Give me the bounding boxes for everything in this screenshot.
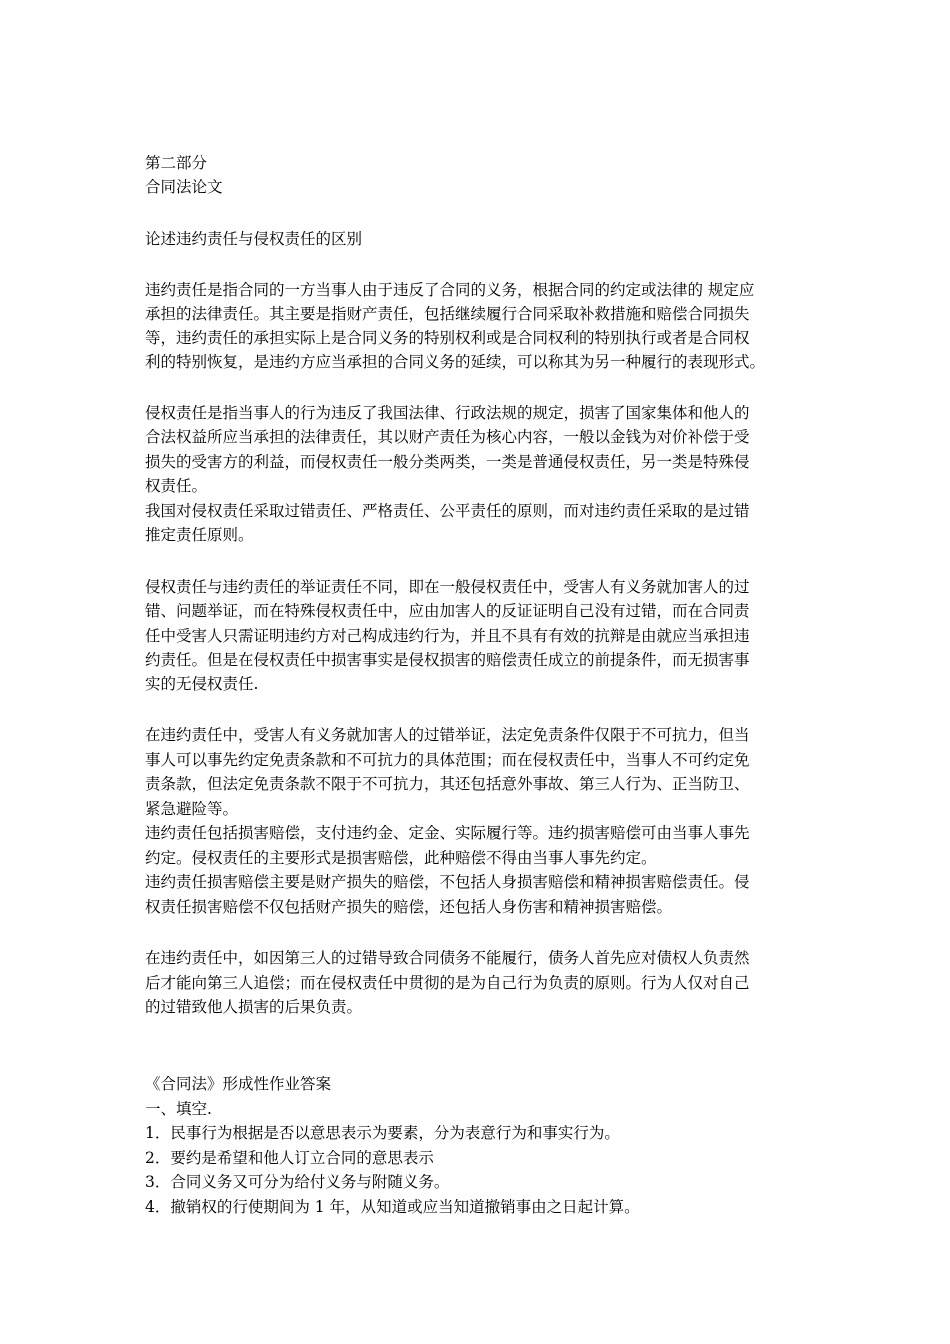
text-line: 错、问题举证，而在特殊侵权责任中，应由加害人的反证证明自己没有过错，而在合同责: [145, 602, 750, 620]
text-line: 约定。侵权责任的主要形式是损害赔偿，此种赔偿不得由当事人事先约定。: [145, 849, 657, 867]
text-line: 后才能向第三人追偿；而在侵权责任中贯彻的是为自己行为负责的原则。行为人仅对自己: [145, 974, 750, 992]
text-line: 事人可以事先约定免责条款和不可抗力的具体范围；而在侵权责任中，当事人不可约定免: [145, 751, 750, 769]
section-heading: 第二部分: [145, 154, 208, 172]
text-line: 在违约责任中，受害人有义务就加害人的过错举证，法定免责条件仅限于不可抗力，但当: [145, 726, 750, 744]
text-line: 紧急避险等。: [145, 800, 239, 818]
text-line: 任中受害人只需证明违约方对己构成违约行为，并且不具有有效的抗辩是由就应当承担违: [145, 627, 750, 645]
text-line: 权责任损害赔偿不仅包括财产损失的赔偿，还包括人身伤害和精神损害赔偿。: [145, 898, 673, 916]
list-item: 2．要约是希望和他人订立合同的意思表示: [145, 1149, 434, 1167]
text-line: 违约责任包括损害赔偿，支付违约金、定金、实际履行等。违约损害赔偿可由当事人事先: [145, 824, 750, 842]
list-item: 1．民事行为根据是否以意思表示为要素，分为表意行为和事实行为。: [145, 1124, 620, 1142]
text-line: 损失的受害方的利益，而侵权责任一般分类两类，一类是普通侵权责任，另一类是特殊侵: [145, 453, 750, 471]
text-line: 利的特别恢复，是违约方应当承担的合同义务的延续，可以称其为另一种履行的表现形式。: [145, 353, 766, 371]
text-line: 在违约责任中，如因第三人的过错导致合同债务不能履行，债务人首先应对债权人负责然: [145, 949, 750, 967]
text-line: 责条款，但法定免责条款不限于不可抗力，其还包括意外事故、第三人行为、正当防卫、: [145, 775, 750, 793]
text-line: 违约责任是指合同的一方当事人由于违反了合同的义务，根据合同的约定或法律的 规定应: [145, 281, 755, 299]
text-line: 等，违约责任的承担实际上是合同义务的特别权利或是合同权利的特别执行或者是合同权: [145, 329, 750, 347]
text-line: 侵权责任与违约责任的举证责任不同，即在一般侵权责任中，受害人有义务就加害人的过: [145, 578, 750, 596]
homework-title: 《合同法》形成性作业答案: [145, 1075, 332, 1093]
list-item: 3．合同义务又可分为给付义务与附随义务。: [145, 1173, 450, 1191]
text-line: 实的无侵权责任.: [145, 675, 259, 693]
text-line: 违约责任损害赔偿主要是财产损失的赔偿，不包括人身损害赔偿和精神损害赔偿责任。侵: [145, 873, 750, 891]
text-line: 我国对侵权责任采取过错责任、严格责任、公平责任的原则，而对违约责任采取的是过错: [145, 502, 750, 520]
list-item: 4．撤销权的行使期间为 1 年，从知道或应当知道撤销事由之日起计算。: [145, 1198, 640, 1216]
section-subheading: 合同法论文: [145, 178, 223, 196]
text-line: 的过错致他人损害的后果负责。: [145, 998, 363, 1016]
text-line: 侵权责任是指当事人的行为违反了我国法律、行政法规的规定，损害了国家集体和他人的: [145, 404, 750, 422]
essay-title: 论述违约责任与侵权责任的区别: [145, 230, 363, 248]
text-line: 约责任。但是在侵权责任中损害事实是侵权损害的赔偿责任成立的前提条件，而无损害事: [145, 651, 750, 669]
section-label: 一、填空.: [145, 1100, 212, 1118]
text-line: 合法权益所应当承担的法律责任，其以财产责任为核心内容，一般以金钱为对价补偿于受: [145, 428, 750, 446]
text-line: 承担的法律责任。其主要是指财产责任，包括继续履行合同采取补救措施和赔偿合同损失: [145, 305, 750, 323]
text-line: 权责任。: [145, 477, 208, 495]
text-line: 推定责任原则。: [145, 526, 254, 544]
